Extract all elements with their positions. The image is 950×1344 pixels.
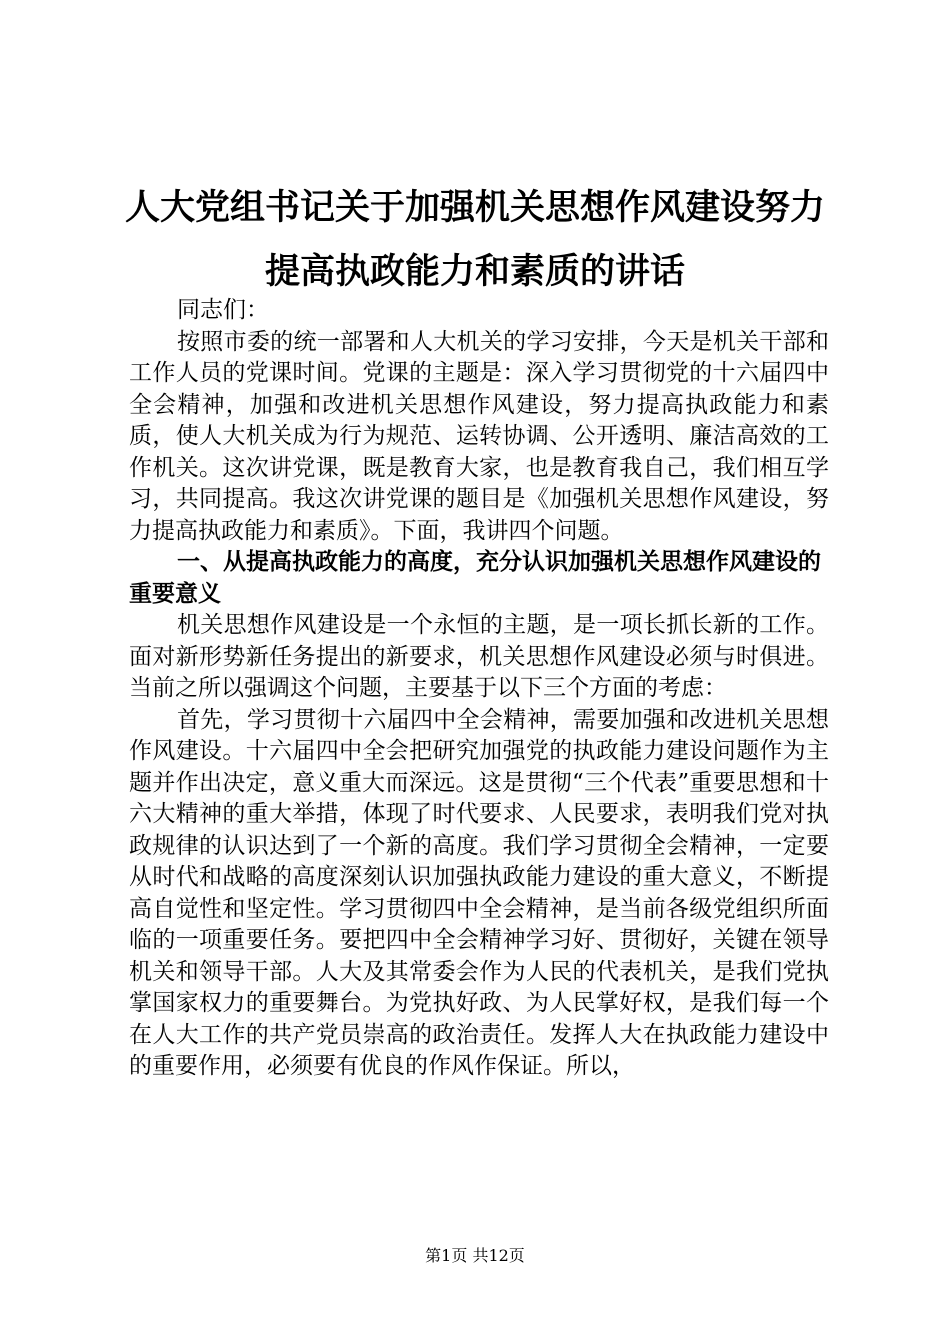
page-footer: 第1页 共12页 xyxy=(425,1246,525,1265)
document-body xyxy=(129,295,829,1083)
title-line-1: 人大党组书记关于加强机关思想作风建设努力 xyxy=(124,188,825,228)
section-heading-1: 一、从提高执政能力的高度，充分认识加强机关思想作风建设的重要意义 xyxy=(129,549,821,607)
paragraph-section1-1: 机关思想作风建设是一个永恒的主题，是一项长抓长新的工作。面对新形势新任务提出的新要求，机关思想作风建设必须与时俱进。当前之所以强调这个问题，主要基于以下三个方面的考虑： xyxy=(129,612,829,701)
title-line-2: 提高执政能力和素质的讲话 xyxy=(264,252,685,292)
paragraph-intro: 按照市委的统一部署和人大机关的学习安排，今天是机关干部和工作人员的党课时间。党课的主题是：深入学习贯彻党的十六届四中全会精神，加强和改进机关思想作风建设，努力提高执政能力和素质，使人大机关成为行为规范、运转协调、公开透明、廉洁高效的工作机关。这次讲党课，既是教育大家，也是教育我自己，我们相互学习，共同提高。我这次讲党课的题目是《加强机关思想作风建设，努力提高执政能力和素质》。下面，我讲四个问题。 xyxy=(129,328,829,544)
salutation: 同志们： xyxy=(177,297,269,323)
paragraph-section1-2: 首先，学习贯彻十六届四中全会精神，需要加强和改进机关思想作风建设。十六届四中全会把研究加强党的执政能力建设问题作为主题并作出决定，意义重大而深远。这是贯彻“三个代表”重要思想和十六大精神的重大举措，体现了时代要求、人民要求，表明我们党对执政规律的认识达到了一个新的高度。我们学习贯彻全会精神，一定要从时代和战略的高度深刻认识加强执政能力建设的重大意义，不断提高自觉性和坚定性。学习贯彻四中全会精神，是当前各级党组织所面临的一项重要任务。要把四中全会精神学习好、贯彻好，关键在领导机关和领导干部。人大及其常委会作为人民的代表机关，是我们党执掌国家权力的重要舞台。为党执好政、为人民掌好权，是我们每一个在人大工作的共产党员崇高的政治责任。发挥人大在执政能力建设中的重要作用，必须要有优良的作风作保证。所以， xyxy=(129,706,829,1079)
document-title xyxy=(110,176,840,304)
